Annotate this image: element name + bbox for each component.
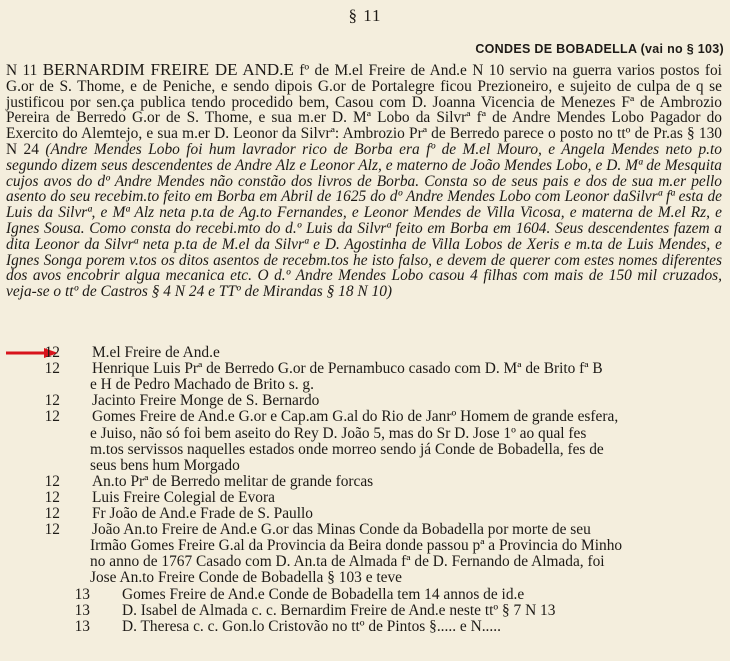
descendant-continuation: e Juiso, não só foi bem aseito do Rey D. João 5, mas do Sr D. Jose 1º ao qual fes: [90, 424, 587, 442]
descendant-text: João An.to Freire de And.e G.or das Minas Conde da Bobadella por morte de seu: [92, 521, 591, 539]
generation-number: 13: [74, 585, 90, 603]
generation-number: 12: [44, 521, 60, 539]
entry-text: fº de M.el Freire de And.e N 10 servio na guerra varios postos foi G.or de S. Thome, e de Peniche, e sendo dipois G.or de Portalegre ficou Prezioneiro, e sujeito de culpa de q se justificou por sen.ça publica tendo procedido bem, Casou com D. Joanna Vicencia de Menezes Fª de Ambrozio Pereira de Berredo G.or de S. Thome, e sua m.er D. Mª Lobo da Silvrª fª de Andre Mendes Lobo Pagador do Exercito do Alemtejo, e sua m.er D. Leonor da Silvrª: Ambrozio Prª de Berredo parece o posto no ttº de Pr.as § 130 N 24: [6, 62, 722, 158]
page-number: § 11: [348, 6, 382, 25]
generation-number: 12: [44, 472, 60, 490]
generation-number: 12: [44, 408, 60, 426]
descendant-text: Jacinto Freire Monge de S. Bernardo: [92, 392, 320, 410]
descendant-continuation: Irmão Gomes Freire G.al da Provincia da Beira donde passou pª a Provincia do Minho: [90, 537, 623, 555]
descendant-text: Gomes Freire de And.e Conde de Bobadella tem 14 annos de id.e: [122, 585, 525, 603]
descendant-text: An.to Prª de Berredo melitar de grande forcas: [92, 472, 374, 490]
entry-name: BERNARDIM FREIRE DE AND.E: [42, 60, 294, 79]
descendant-continuation: m.tos servissos naquelles estados onde morreo sendo já Conde de Bobadella, fes de: [90, 440, 604, 458]
descendant-text: M.el Freire de And.e: [92, 344, 220, 361]
generation-number: 13: [74, 617, 90, 635]
generation-number: 12: [44, 392, 60, 410]
generation-number: 12: [44, 360, 60, 378]
descendant-continuation: seus bens hum Morgado: [90, 456, 240, 474]
descendant-text: D. Isabel de Almada c. c. Bernardim Freire de And.e neste ttº § 7 N 13: [122, 601, 556, 619]
descendant-continuation: Jose An.to Freire Conde de Bobadella § 103 e teve: [90, 569, 403, 587]
running-head: CONDES DE BOBADELLA (vai no § 103): [475, 42, 724, 56]
main-entry: [6, 62, 722, 300]
generation-number: 13: [74, 601, 90, 619]
descendant-text: Henrique Luis Prª de Berredo G.or de Pernambuco casado com D. Mª de Brito fª B: [92, 360, 603, 378]
generation-number: 12: [44, 344, 60, 361]
generation-number: 12: [44, 488, 60, 506]
descendant-continuation: no anno de 1767 Casado com D. An.ta de Almada fª de D. Fernando de Almada, foi: [90, 553, 605, 571]
entry-note-italic: (Andre Mendes Lobo foi hum lavrador rico de Borba era fº de M.el Mouro, e Angela Mendes neto p.to segundo dizem seus descendentes de Andre Alz e Leonor Alz, e materno de João Mendes Lobo, e D. Mª de Mesquita cujos avos do dº Andre Mendes não constão dos livros de Borba. Consta so de seus pais e dos de sua m.er pello asento do seu recebim.to feito em Borba em Abril de 1625 do dº Andre Mendes Lobo com Leonor daSilvrª fª esta de Luis da Silvrª, e Mª Alz neta p.ta de Ag.to Fernandes, e Leonor Mendes de Villa Vicosa, e materna de M.el Rz, e Ignes Sousa. Como consta do recebi.mto do d.º Luis da Silvrª feito em Borba em 1604. Seus descendentes fazem a dita Leonor da Silvrª neta p.ta de M.el da Silvrª e D. Agostinha de Villa Lobos de Xeris e m.ta de Luis Mendes, e Ignes Songa porem v.tos os ditos asentos de recebm.tos he isto falso, e devem de querer com estes nomes diferentes dos avos encobrir algua mecanica etc. O d.º Andre Mendes Lobo casou 4 filhas com mais de 150 mil cruzados, veja-se o ttº de Castros § 4 N 24 e TTº de Mirandas § 18 N 10): [6, 140, 722, 301]
entry-number: N 11: [6, 62, 38, 79]
descendant-continuation: e H de Pedro Machado de Brito s. g.: [90, 376, 314, 394]
descendant-text: Luis Freire Colegial de Evora: [92, 488, 275, 506]
descendant-text: D. Theresa c. c. Gon.lo Cristovão no ttº de Pintos §..... e N.....: [122, 617, 501, 635]
generation-number: 12: [44, 505, 60, 522]
descendant-text: Gomes Freire de And.e G.or e Cap.am G.al do Rio de Janrº Homem de grande esfera,: [92, 408, 619, 426]
descendant-text: Fr João de And.e Frade de S. Paullo: [92, 505, 313, 522]
